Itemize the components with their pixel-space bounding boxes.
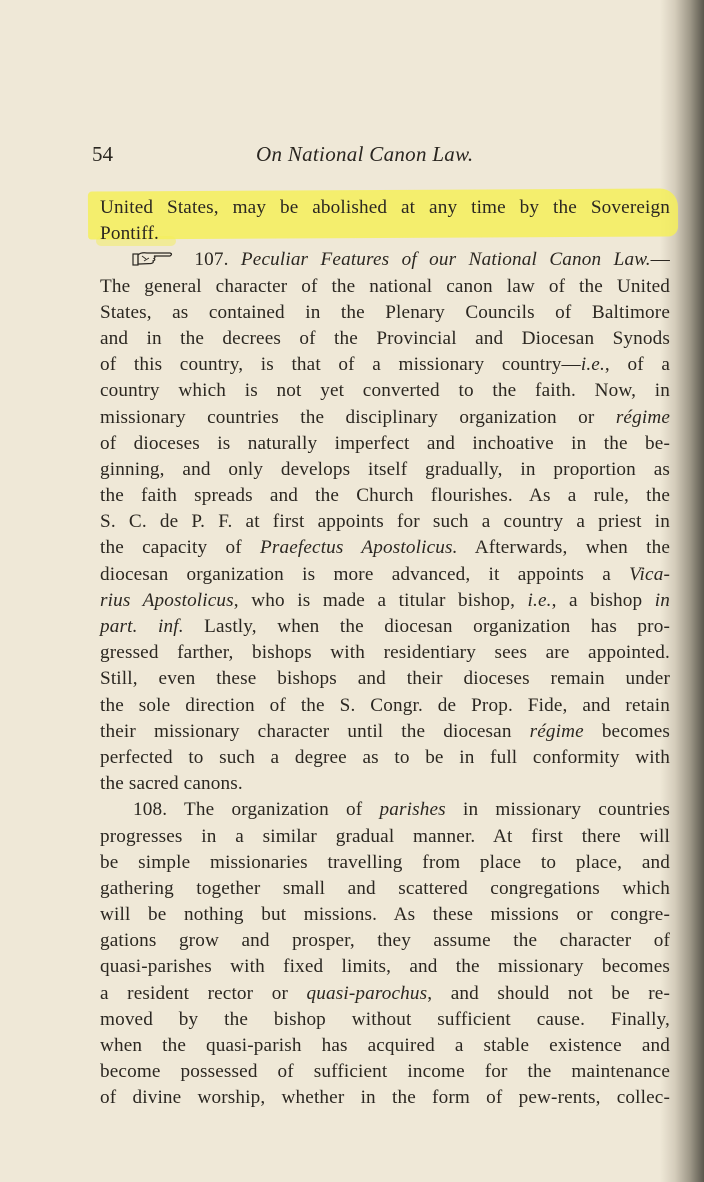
text-run: gressed farther, bishops with residentiary sees are appointed. — [100, 642, 670, 664]
italic-text: parishes — [379, 799, 446, 821]
italic-text: Vica- — [629, 563, 670, 585]
text-run: Still, even these bishops and their dioceses remain under — [100, 668, 670, 690]
text-line — [100, 378, 670, 404]
text-run: gathering together small and scattered congregations which — [100, 877, 670, 899]
text-run: of divine worship, whether in the form of pew-rents, collec- — [100, 1087, 670, 1109]
text-line — [100, 824, 670, 850]
text-line — [100, 981, 670, 1007]
text-run: quasi-parishes with fixed limits, and the missionary becomes — [100, 956, 670, 978]
italic-text: i.e. — [527, 589, 552, 611]
text-run: the sole direction of the S. Congr. de Prop. Fide, and retain — [100, 694, 670, 716]
text-line — [100, 771, 670, 797]
text-line — [100, 326, 670, 352]
italic-text: Praefectus Apostolicus. — [259, 537, 458, 559]
text-line — [100, 902, 670, 928]
text-run: ginning, and only develops itself gradually, in proportion as — [100, 458, 670, 480]
text-line — [100, 745, 670, 771]
text-line — [100, 719, 670, 745]
italic-text: régime — [615, 406, 670, 428]
text-line — [100, 693, 670, 719]
text-line — [100, 221, 670, 247]
text-run: and in the decrees of the Provincial and Diocesan Synods — [100, 327, 670, 349]
text-run: the capacity of — [100, 537, 260, 559]
text-run: missionary countries the disciplinary organization or — [100, 406, 616, 428]
italic-text: régime — [529, 720, 584, 742]
paragraph-first-line — [100, 797, 670, 823]
text-run: progresses in a similar gradual manner. At first there will — [100, 825, 670, 847]
text-run: Afterwards, when the — [457, 537, 670, 559]
text-run: Lastly, when the diocesan organization has pro- — [183, 616, 671, 637]
text-line — [100, 1085, 670, 1111]
text-line — [100, 457, 670, 483]
paragraph-first-line — [100, 247, 670, 273]
text-run: The general character of the national canon law of the United — [100, 275, 670, 297]
text-run: their missionary character until the diocesan — [100, 720, 530, 742]
page-number: 54 — [92, 142, 113, 166]
text-line — [100, 431, 670, 457]
text-run: perfected to such a degree as to be in full conformity with — [100, 746, 670, 768]
italic-text: Peculiar Features of our National Canon Law. — [240, 249, 651, 271]
italic-text: rius Apostolicus — [100, 589, 234, 611]
text-run: diocesan organization is more advanced, it appoints a — [100, 563, 630, 585]
text-run: when the quasi-parish has acquired a stable existence and — [100, 1035, 670, 1056]
text-run: moved by the bishop without sufficient cause. Finally, — [100, 1008, 670, 1030]
text-run: , and should not be re- — [427, 982, 670, 1004]
text-run: United States, may be abolished at any time by the Sovereign — [100, 197, 670, 218]
text-line — [100, 666, 670, 692]
text-run: States, as contained in the Plenary Councils of Baltimore — [100, 301, 670, 323]
text-run: , who is made a titular bishop, — [233, 589, 528, 611]
text-line — [100, 1059, 670, 1085]
text-line — [100, 509, 670, 535]
text-line — [100, 954, 670, 980]
text-line — [100, 588, 670, 614]
text-line — [100, 1033, 670, 1059]
text-run: , a bishop — [551, 589, 655, 611]
text-run: Pontiff. — [100, 223, 159, 245]
italic-text: i.e. — [580, 354, 605, 376]
text-run: become possessed of sufficient income for the maintenance — [100, 1061, 670, 1083]
text-line — [100, 483, 670, 509]
text-line — [100, 274, 670, 300]
text-line — [100, 640, 670, 666]
text-run: , of a — [604, 354, 670, 376]
italic-text: in — [654, 589, 670, 611]
body-text — [100, 195, 670, 1112]
text-run: country which is not yet converted to the faith. Now, in — [100, 380, 670, 402]
text-line — [100, 850, 670, 876]
text-run: becomes — [583, 720, 670, 742]
text-line — [100, 562, 670, 588]
text-line — [100, 352, 670, 378]
text-run: the sacred canons. — [100, 773, 243, 795]
page-header — [88, 142, 678, 172]
text-run: will be nothing but missions. As these missions or congre- — [100, 904, 670, 926]
manicule-pointing-hand-icon — [132, 250, 174, 267]
text-run: in missionary countries — [445, 799, 670, 821]
text-run: the faith spreads and the Church flourishes. As a rule, the — [100, 485, 670, 507]
text-line — [100, 535, 670, 561]
text-line — [100, 1007, 670, 1033]
text-run: of this country, is that of a missionary country— — [100, 354, 581, 376]
text-run: 107. — [194, 249, 241, 271]
text-line — [100, 614, 670, 640]
text-run: of dioceses is naturally imperfect and inchoative in the be- — [100, 432, 670, 454]
text-line — [100, 405, 670, 431]
text-run: gations grow and prosper, they assume the character of — [100, 930, 670, 952]
running-title: On National Canon Law. — [256, 142, 474, 166]
text-run: be simple missionaries travelling from place to place, and — [100, 851, 670, 873]
text-run: — — [650, 249, 671, 271]
italic-text: quasi-parochus — [306, 982, 428, 1004]
text-line — [100, 876, 670, 902]
text-run: 108. The organization of — [133, 799, 380, 821]
text-run: a resident rector or — [100, 982, 307, 1004]
text-run: S. C. de P. F. at first appoints for such a country a priest in — [100, 511, 670, 533]
italic-text: part. inf. — [100, 616, 184, 637]
text-line — [100, 195, 670, 221]
text-line — [100, 300, 670, 326]
text-line — [100, 928, 670, 954]
